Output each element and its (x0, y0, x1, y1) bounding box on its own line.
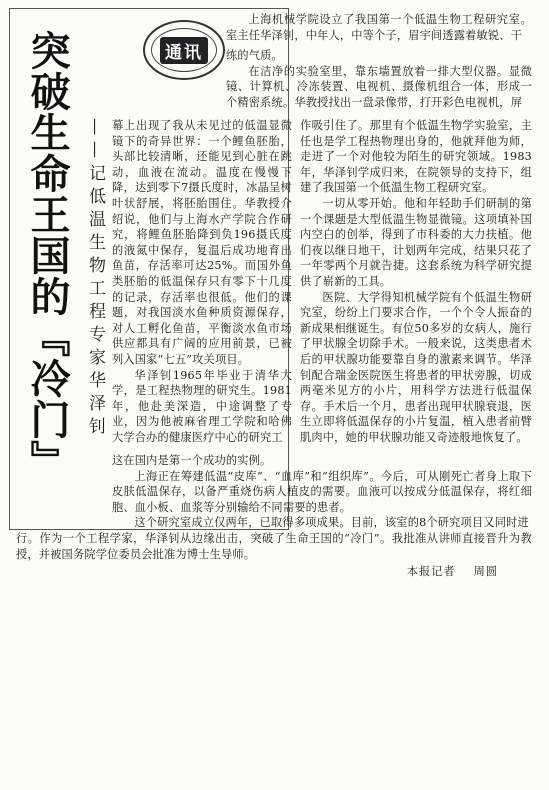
paragraph-fragment: 幕上出现了我从未见过的低温显微镜下的奇异世界：一个鲤鱼胚胎，头部比较清晰，还能见到心脏在跳动，血液在流动。温度在慢慢下降，达到零下7摄氏度时，冰晶呈树叶状舒展，将胚胎围住。华教授介绍说，他们与上海水产学院合作研究，将鲤鱼胚胎降到负196摄氏度的液氮中保存，复温后成功地育出鱼苗，存活率可达25%。而国外鱼类胚胎的低温保存只有零下十几度的记录，存活率也很低。他们的课题，对我国淡水鱼种质资源保存，对人工孵化鱼苗，平衡淡水鱼市场供应都具有广阔的应用前景，已被列入国家“七五”攻关项目。 (112, 119, 292, 366)
paragraph-fragment: 行。作为一个工程学家，华泽钊从边缘出击，突破了生命王国的“冷门”。我批准从讲师直接晋升为教授，并被国务院学位委员会批准为博士生导师。 (16, 532, 532, 561)
byline-label: 本报记者 (406, 565, 456, 579)
paragraph-fragment: 这在国内是第一个成功的实例。 (112, 454, 272, 467)
paragraph-fragment: 在洁净的实验室里，靠东墙置放着一排大型仪器。显微镜、计算机、冷冻装置、电视机、摄像机组合一体，形成一个精密系统。华教授找出一盘录像带，打开彩色电视机，屏 (226, 64, 532, 109)
text-region-lower-middle (112, 453, 532, 531)
seal-label: 通讯 (160, 37, 208, 64)
seal-logo (143, 20, 225, 80)
byline-name: 周圆 (473, 565, 498, 579)
paragraph-fragment: 练的气质。 (226, 49, 283, 62)
paragraph-fragment: 上海正在筹建低温“皮库”、“血库”和“组织库”。今后，可从刚死亡者身上取下皮肤低温保存，以备严重烧伤病人植皮的需要。血液可以按成分低温保存，将红细胞、血小板、血浆等分别输给不同需要的患者。 (112, 469, 532, 514)
paragraph-fragment: 上海机械学院设立了我国第一个低温生物工程研究室。室主任华泽钊，中年人，中等个子，眉宇间透露着敏锐、干 (226, 13, 532, 42)
subheadline: ——记低温生物工程专家华泽钊 (85, 118, 105, 440)
paragraph-fragment: 医院、大学得知机械学院有个低温生物研究室，纷纷上门要求合作，一个个令人振奋的新成果相继诞生。有位50多岁的女病人，施行了甲状腺全切除手术。一般来说，这类患者术后的甲状腺功能要靠自身的激素来调节。华泽钊配合瑞金医院医生将患者的甲状旁腺，切成两毫米见方的小片，用科学方法进行低温保存。手术后一个月，患者出现甲状腺衰退，医生立即将低温保存的小片复温，植入患者前臂肌肉中，她的甲状腺功能又奇迹般地恢复了。 (300, 290, 532, 444)
byline (16, 564, 532, 580)
headline: 突破生命王国的『冷门』 (24, 30, 70, 481)
paragraph-fragment: 一切从零开始。他和年轻助手们研制的第一个课题是大型低温生物显微镜。这项填补国内空白的创举，得到了市科委的大力扶植。他们夜以继日地干，计划两年完成，结果只花了一年零两个月就告捷。这套系统为科学研究提供了崭新的工具。 (300, 196, 532, 288)
text-region-top-right (226, 12, 532, 48)
text-region-right-of-subtitle (226, 48, 532, 118)
text-region-middle-right (112, 118, 292, 453)
text-region-bottom-full (16, 531, 532, 783)
seal-inner-ring (151, 28, 217, 72)
paragraph-fragment: 作吸引住了。那里有个低温生物学实验室，主任也是学工程热物理出身的，他就拜他为师，走进了一个对他较为陌生的研究领域。1983年，华泽钊学成归来，在院领导的支持下，组建了我国第一个低温生物工程研究室。 (300, 119, 532, 195)
paragraph-fragment: 华泽钊1965年毕业于清华大学，是工程热物理的研究生。1981年，他赴美深造，中途调整了专业，因为他被麻省理工学院和哈佛大学合办的健康医疗中心的研究工 (112, 368, 292, 444)
paragraph-fragment: 这个研究室成立仅两年，已取得多项成果。目前，该室的8个研究项目又同时进 (134, 516, 529, 530)
text-region-right-column (300, 118, 532, 453)
